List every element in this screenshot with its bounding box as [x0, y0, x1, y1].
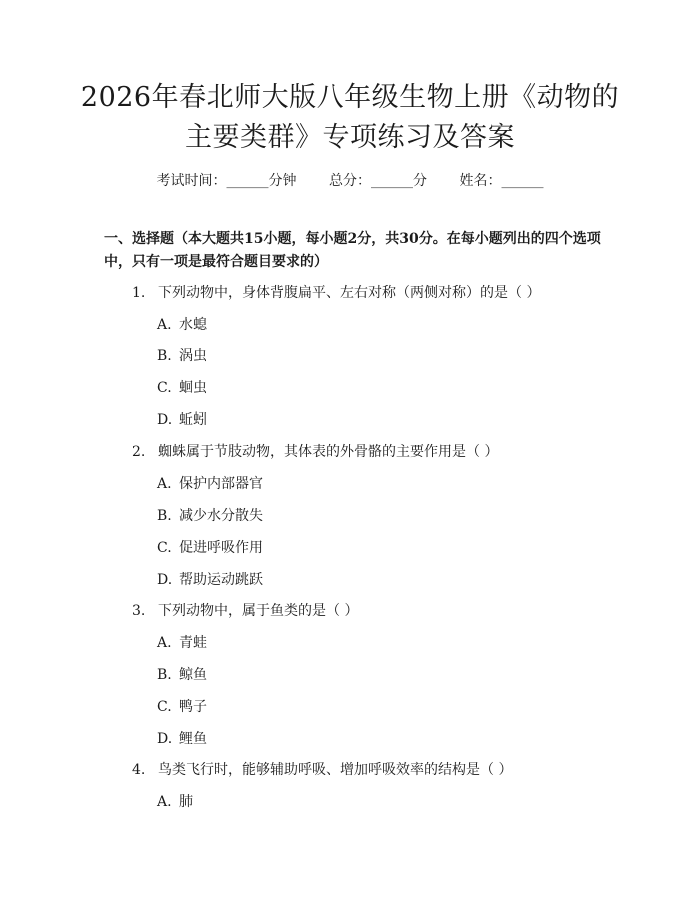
option-letter: B.	[157, 667, 172, 683]
option-1d	[157, 409, 207, 429]
option-2a	[157, 473, 263, 493]
total-score-field: 总分：______分	[329, 173, 427, 189]
option-text: 涡虫	[179, 348, 207, 364]
option-letter: C.	[157, 540, 172, 556]
question-text: 下列动物中，属于鱼类的是（ ）	[158, 603, 359, 619]
title-line-1: 2026年春北师大版八年级生物上册《动物的	[80, 82, 620, 113]
option-4a	[157, 791, 193, 811]
option-letter: C.	[157, 380, 172, 396]
option-text: 帮助运动跳跃	[179, 572, 263, 588]
option-text: 鸭子	[179, 699, 207, 715]
option-text: 青蛙	[179, 635, 207, 651]
option-text: 鲸鱼	[179, 667, 207, 683]
option-1b	[157, 345, 207, 365]
option-2c	[157, 537, 263, 557]
question-4	[132, 759, 512, 779]
option-letter: A.	[157, 635, 172, 651]
option-letter: B.	[157, 348, 172, 364]
option-1a	[157, 314, 207, 334]
option-letter: D.	[157, 731, 173, 747]
option-3b	[157, 664, 207, 684]
option-3c	[157, 696, 207, 716]
section-heading: 一、选择题（本大题共15小题，每小题2分，共30分。在每小题列出的四个选项中，只有一项是最符合题目要求的）	[104, 231, 601, 270]
question-number: 1.	[132, 285, 146, 301]
question-text: 蜘蛛属于节肢动物，其体表的外骨骼的主要作用是（ ）	[158, 444, 499, 460]
option-letter: D.	[157, 572, 173, 588]
option-text: 肺	[179, 794, 193, 810]
exam-time-field: 考试时间：______分钟	[156, 173, 297, 189]
question-1	[132, 282, 540, 302]
option-letter: A.	[157, 476, 172, 492]
question-text: 下列动物中，身体背腹扁平、左右对称（两侧对称）的是（ ）	[158, 285, 541, 301]
title-line-2: 主要类群》专项练习及答案	[185, 122, 515, 153]
question-2	[132, 441, 498, 461]
question-3	[132, 600, 358, 620]
option-letter: C.	[157, 699, 172, 715]
question-number: 2.	[132, 444, 146, 460]
option-3a	[157, 632, 207, 652]
option-1c	[157, 377, 207, 397]
option-letter: A.	[157, 317, 172, 333]
question-number: 3.	[132, 603, 146, 619]
question-text: 鸟类飞行时，能够辅助呼吸、增加呼吸效率的结构是（ ）	[158, 762, 513, 778]
option-letter: B.	[157, 508, 172, 524]
option-letter: A.	[157, 794, 172, 810]
student-name-field: 姓名：______	[459, 173, 544, 189]
option-text: 保护内部器官	[179, 476, 263, 492]
option-3d	[157, 728, 207, 748]
option-text: 蛔虫	[179, 380, 207, 396]
exam-info	[0, 170, 700, 190]
page-title	[70, 78, 630, 158]
option-text: 蚯蚓	[179, 412, 207, 428]
question-number: 4.	[132, 762, 146, 778]
option-text: 鲤鱼	[179, 731, 207, 747]
option-2b	[157, 505, 263, 525]
option-text: 减少水分散失	[179, 508, 263, 524]
option-2d	[157, 569, 263, 589]
option-letter: D.	[157, 412, 173, 428]
option-text: 促进呼吸作用	[179, 540, 263, 556]
option-text: 水螅	[179, 317, 207, 333]
